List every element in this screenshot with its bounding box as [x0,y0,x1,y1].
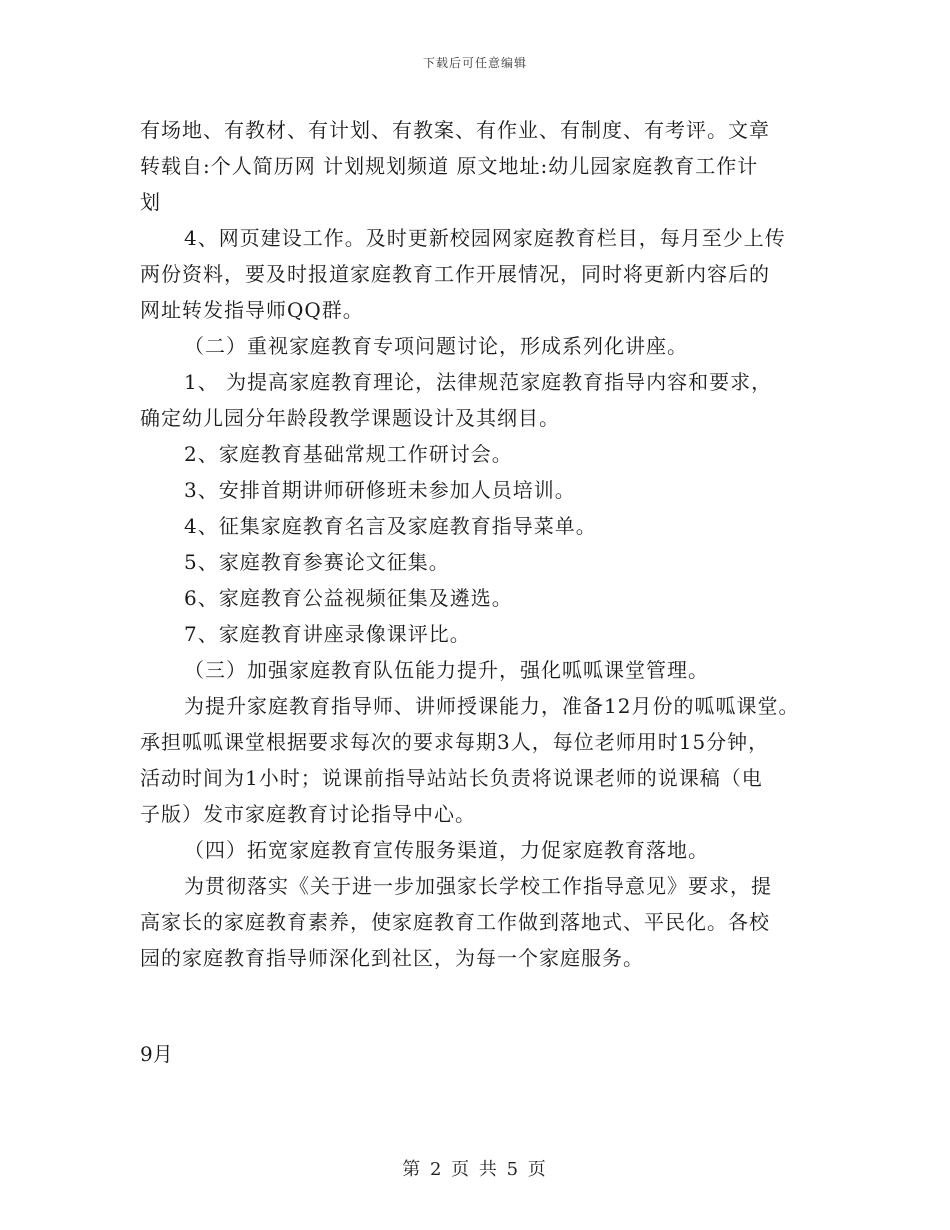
list-item: 7、家庭教育讲座录像课评比。 [184,622,471,646]
section-heading: （四）拓宽家庭教育宣传服务渠道，力促家庭教育落地。 [184,838,709,862]
paragraph-line: 划 [140,190,161,214]
list-item: 3、安排首期讲师研修班未参加人员培训。 [184,478,576,502]
paragraph-line: 活动时间为1小时；说课前指导站站长负责将说课老师的说课稿（电 [140,766,763,790]
paragraph-line: 园的家庭教育指导师深化到社区，为每一个家庭服务。 [140,946,644,970]
page-number: 第 2 页 共 5 页 [402,1159,548,1180]
paragraph-line: 网址转发指导师QQ群。 [140,298,364,322]
paragraph-line: 承担呱呱课堂根据要求每次的要求每期3人，每位老师用时15分钟， [140,730,770,754]
paragraph-line: 子版）发市家庭教育讨论指导中心。 [140,802,476,826]
paragraph-line: 高家长的家庭教育素养，使家庭教育工作做到落地式、平民化。各校 [140,910,770,934]
paragraph-line: 确定幼儿园分年龄段教学课题设计及其纲目。 [140,406,560,430]
page-header: 下载后可任意编辑 [422,56,527,70]
paragraph-line: 为贯彻落实《关于进一步加强家长学校工作指导意见》要求，提 [184,874,772,898]
list-item: 4、征集家庭教育名言及家庭教育指导菜单。 [184,514,597,538]
section-heading: （三）加强家庭教育队伍能力提升，强化呱呱课堂管理。 [184,658,709,682]
section-heading: （二）重视家庭教育专项问题讨论，形成系列化讲座。 [184,334,688,358]
document-body [140,112,810,976]
list-item: 2、家庭教育基础常规工作研讨会。 [184,442,513,466]
paragraph-line: 两份资料，要及时报道家庭教育工作开展情况，同时将更新内容后的 [140,262,770,286]
list-item: 6、家庭教育公益视频征集及遴选。 [184,586,513,610]
date-text: 9月 [140,1042,173,1066]
paragraph-line: 转载自:个人简历网 计划规划频道 原文地址:幼儿园家庭教育工作计 [140,154,759,178]
paragraph-line: 为提升家庭教育指导师、讲师授课能力，准备12月份的呱呱课堂。 [184,694,800,718]
paragraph-line: 有场地、有教材、有计划、有教案、有作业、有制度、有考评。文章 [140,118,770,142]
list-item: 5、家庭教育参赛论文征集。 [184,550,450,574]
list-item: 1、 为提高家庭教育理论，法律规范家庭教育指导内容和要求， [184,370,773,394]
paragraph-line: 4、网页建设工作。及时更新校园网家庭教育栏目，每月至少上传 [184,226,786,250]
